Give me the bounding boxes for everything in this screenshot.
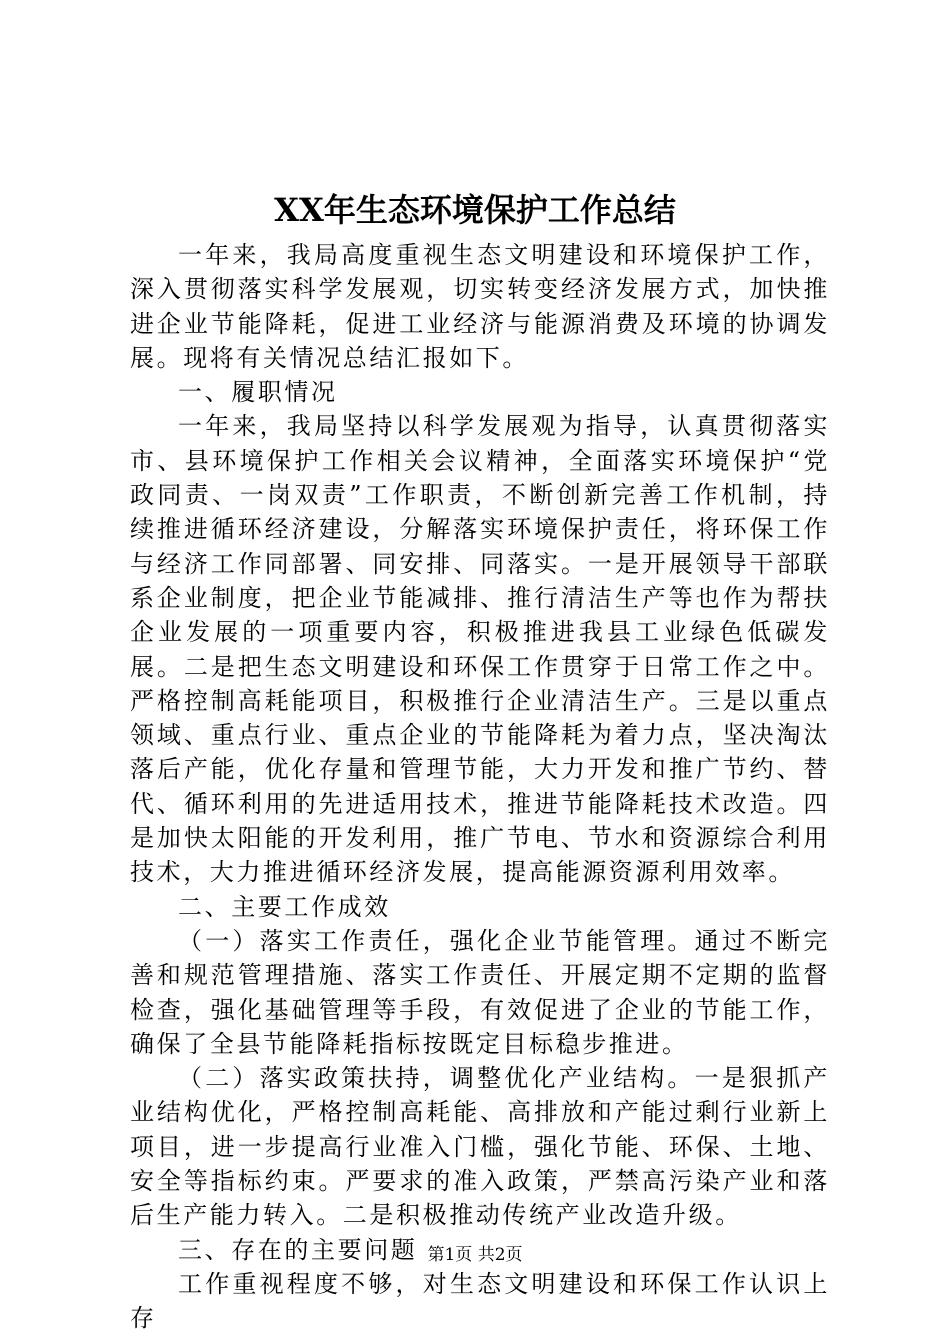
section-heading-results: 二、主要工作成效 [178, 892, 391, 921]
page-footer: 第1页 共2页 [427, 1245, 523, 1265]
section-heading-problems: 三、存在的主要问题 [178, 1235, 418, 1264]
duties-paragraph: 一年来，我局坚持以科学发展观为指导，认真贯彻落实市、县环境保护工作相关会议精神，全面落实环境保护“党政同责、一岗双责”工作职责，不断创新完善工作机制，持续推进循环经济建设，分解落实环境保护责任，将环保工作与经济工作同部署、同安排、同落实。一是开展领导干部联系企业制度，把企业节能减排、推行清洁生产等也作为帮扶企业发展的一项重要内容，积极推进我县工业绿色低碳发展。二是把生态文明建设和环保工作贯穿于日常工作之中。严格控制高耗能项目，积极推行企业清洁生产。三是以重点领域、重点行业、重点企业的节能降耗为着力点，坚决淘汰落后产能，优化存量和管理节能，大力开发和推广节约、替代、循环利用的先进适用技术，推进节能降耗技术改造。四是加快太阳能的开发利用，推广节电、节水和资源综合利用技术，大力推进循环经济发展，提高能源资源利用效率。 [130, 412, 830, 887]
section-heading-duties: 一、履职情况 [178, 378, 338, 407]
problems-paragraph: 工作重视程度不够，对生态文明建设和环保工作认识上存 [130, 1269, 830, 1333]
document-title: XX年生态环境保护工作总结 [274, 191, 676, 229]
results-paragraph-1: （一）落实工作责任，强化企业节能管理。通过不断完善和规范管理措施、落实工作责任、开展定期不定期的监督检查，强化基础管理等手段，有效促进了企业的节能工作，确保了全县节能降耗指标按既定目标稳步推进。 [130, 926, 830, 1058]
intro-paragraph: 一年来，我局高度重视生态文明建设和环境保护工作，深入贯彻落实科学发展观，切实转变经济发展方式，加快推进企业节能降耗，促进工业经济与能源消费及环境的协调发展。现将有关情况总结汇报如下。 [130, 241, 830, 372]
document-body [130, 238, 830, 1336]
results-paragraph-2: （二）落实政策扶持，调整优化产业结构。一是狠抓产业结构优化，严格控制高耗能、高排放和产能过剩行业新上项目，进一步提高行业准入门槛，强化节能、环保、土地、安全等指标约束。严要求的准入政策，严禁高污染产业和落后生产能力转入。二是积极推动传统产业改造升级。 [130, 1064, 830, 1230]
